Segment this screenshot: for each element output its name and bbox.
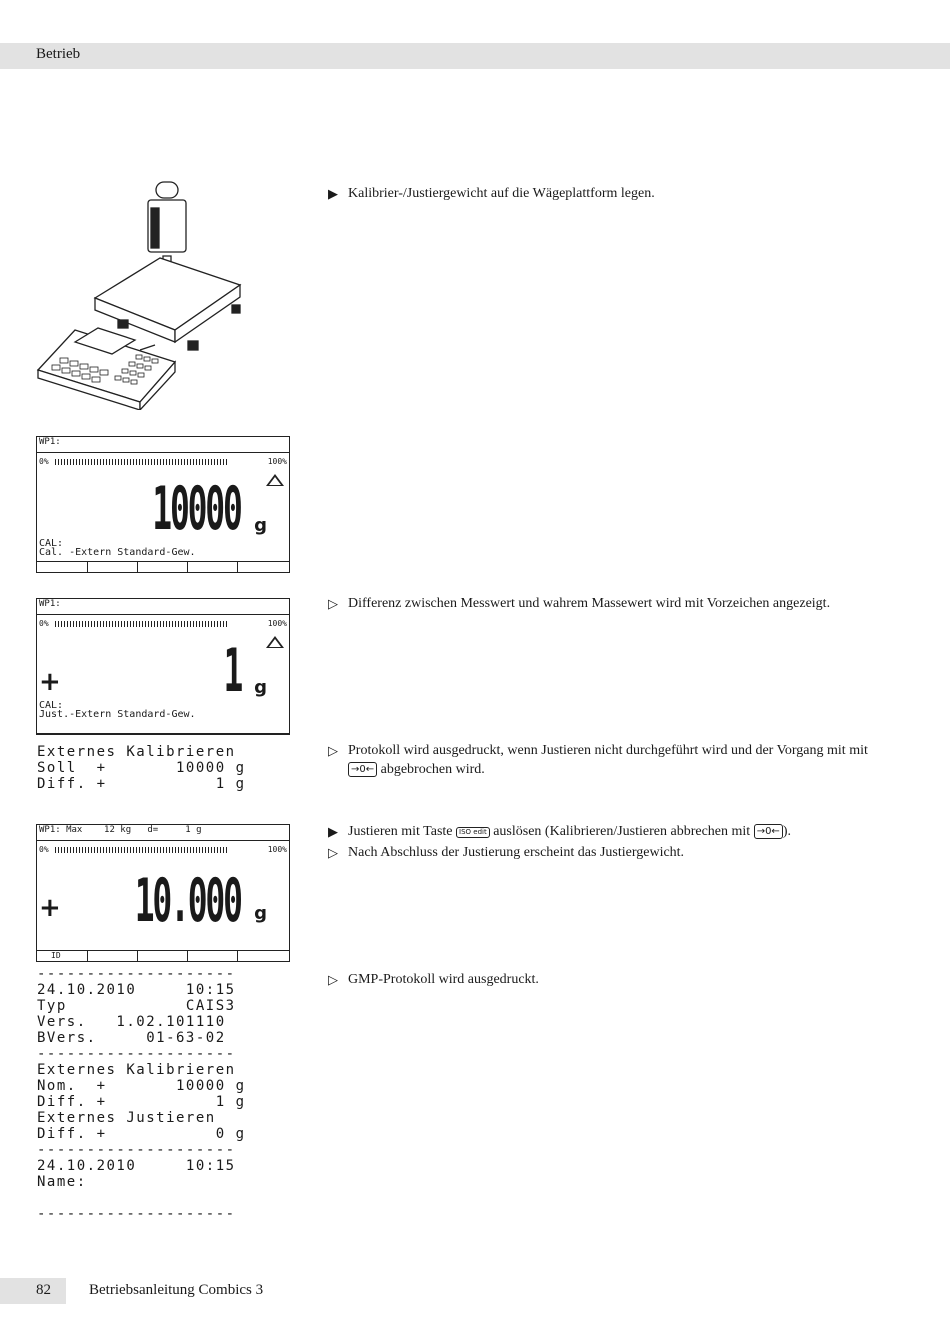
bargraph [55,621,227,627]
manual-title: Betriebsanleitung Combics 3 [89,1282,264,1298]
page-number: 82 [36,1282,51,1298]
weight-value: 10.000 [134,866,241,936]
instruction-text: Protokoll wird ausgedruckt, wenn Justieren nicht durchgeführt wird und der Vorgang mit mit [348,743,868,758]
sign-label: + [39,893,61,923]
cal-mode: Cal. -Extern Standard-Gew. [39,547,196,558]
instruction-text: Justieren mit Taste [348,824,453,839]
action-marker-icon: ▶ [328,186,338,201]
cal-mode: Just.-Extern Standard-Gew. [39,709,196,720]
section-title: Betrieb [36,46,81,62]
instruction-2 [328,594,888,613]
result-marker-icon: ▷ [328,845,338,860]
instruction-text: Nach Abschluss der Justierung erscheint das Justiergewicht. [348,845,685,860]
bargraph [55,847,227,853]
weighing-point-label: WP1: [39,437,61,447]
weight-value: 10000 [152,474,241,544]
iso-edit-key-icon: ISO edit [456,827,490,838]
display-result: WP1: Max 12 kg d= 1 g 0% 100% + 10.000 g ID [36,824,290,962]
softkey-bar [37,950,289,961]
instruction-text: Kalibrier-/Justiergewicht auf die Wägeplattform legen. [348,186,655,201]
weighing-point-label: WP1: Max 12 kg d= 1 g [39,825,202,835]
cal-label: CAL: [39,538,64,549]
weighing-point-label: WP1: [39,599,61,609]
printout-short: Externes Kalibrieren Soll + 10000 g Diff. + 1 g [37,744,246,792]
cal-label: CAL: [39,700,64,711]
warning-icon [266,636,284,648]
weight-knob [156,182,178,198]
header-band [0,43,950,69]
bargraph [55,459,227,465]
tare-key-icon: →0← [754,824,783,839]
action-marker-icon: ▶ [328,824,338,839]
instruction-5 [328,843,888,862]
result-marker-icon: ▷ [328,596,338,611]
display-calibration: WP1: 0% 100% 10000 g CAL: Cal. -Extern Standard-Gew. [36,436,290,573]
printout-gmp: -------------------- 24.10.2010 10:15 Typ CAIS3 Vers. 1.02.101110 BVers. 01-63-02 -------------------- Externes Kalibrieren Nom. + 10000 g Diff. + 1 g Externes Justieren Diff. + 0 g -------------------- 24.10.2010 10:15 Name: -------------------- [37,966,246,1222]
sign-label: + [39,667,61,697]
display-difference: WP1: 0% 100% + 1 g CAL: Just.-Extern Standard-Gew. [36,598,290,735]
instruction-text: GMP-Protokoll wird ausgedruckt. [348,972,539,987]
page-number-box [0,1278,66,1304]
instruction-3: ▷ Protokoll wird ausgedruckt, wenn Justieren nicht durchgeführt wird und der Vorgang mit mit →0← abgebrochen wird. [328,743,868,777]
instruction-4: ▶ Justieren mit Taste ISO edit auslösen (Kalibrieren/Justieren abbrechen mit →0← ). [328,824,791,839]
softkey-bar [37,561,289,572]
warning-icon [266,474,284,486]
tare-key-icon: →0← [348,762,377,777]
softkey-bar [37,733,289,734]
unit-label: g [254,515,267,536]
result-marker-icon: ▷ [328,743,338,758]
unit-label: g [254,903,267,924]
instruction-text: Differenz zwischen Messwert und wahrem Massewert wird mit Vorzeichen angezeigt. [348,596,831,611]
result-marker-icon: ▷ [328,972,338,987]
instruction-1 [328,184,888,203]
instruction-6 [328,970,888,989]
scale-illustration [30,180,250,410]
weight-value: 1 [223,636,241,706]
softkey-id-label: ID [51,951,61,960]
unit-label: g [254,677,267,698]
